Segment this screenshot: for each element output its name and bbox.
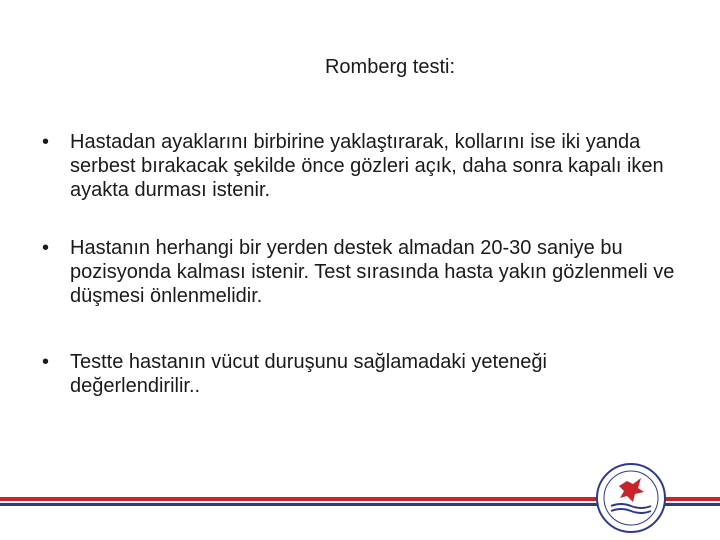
bullet-text: Hastanın herhangi bir yerden destek almadan 20-30 saniye bu pozisyonda kalması istenir. Test sırasında hasta yakın gözlenmeli ve düşmesi önlenmelidir. [70,237,675,307]
bullet-text: Hastadan ayaklarını birbirine yaklaştırarak, kollarını ise iki yanda serbest bırakacak şekilde önce gözleri açık, daha sonra kapalı iken ayakta durması istenir. [70,131,664,201]
bullet-list [40,130,680,432]
bullet-item-1 [40,130,680,202]
bullet-marker: • [42,131,50,153]
bullet-item-2 [40,236,680,308]
slide-title: Romberg testi: [324,56,456,78]
bullet-text: Testte hastanın vücut duruşunu sağlamadaki yeteneği değerlendirilir.. [70,351,547,397]
bullet-marker: • [42,237,50,259]
university-emblem-icon [595,462,667,534]
bullet-item-3 [40,350,680,398]
bullet-marker: • [42,351,50,373]
